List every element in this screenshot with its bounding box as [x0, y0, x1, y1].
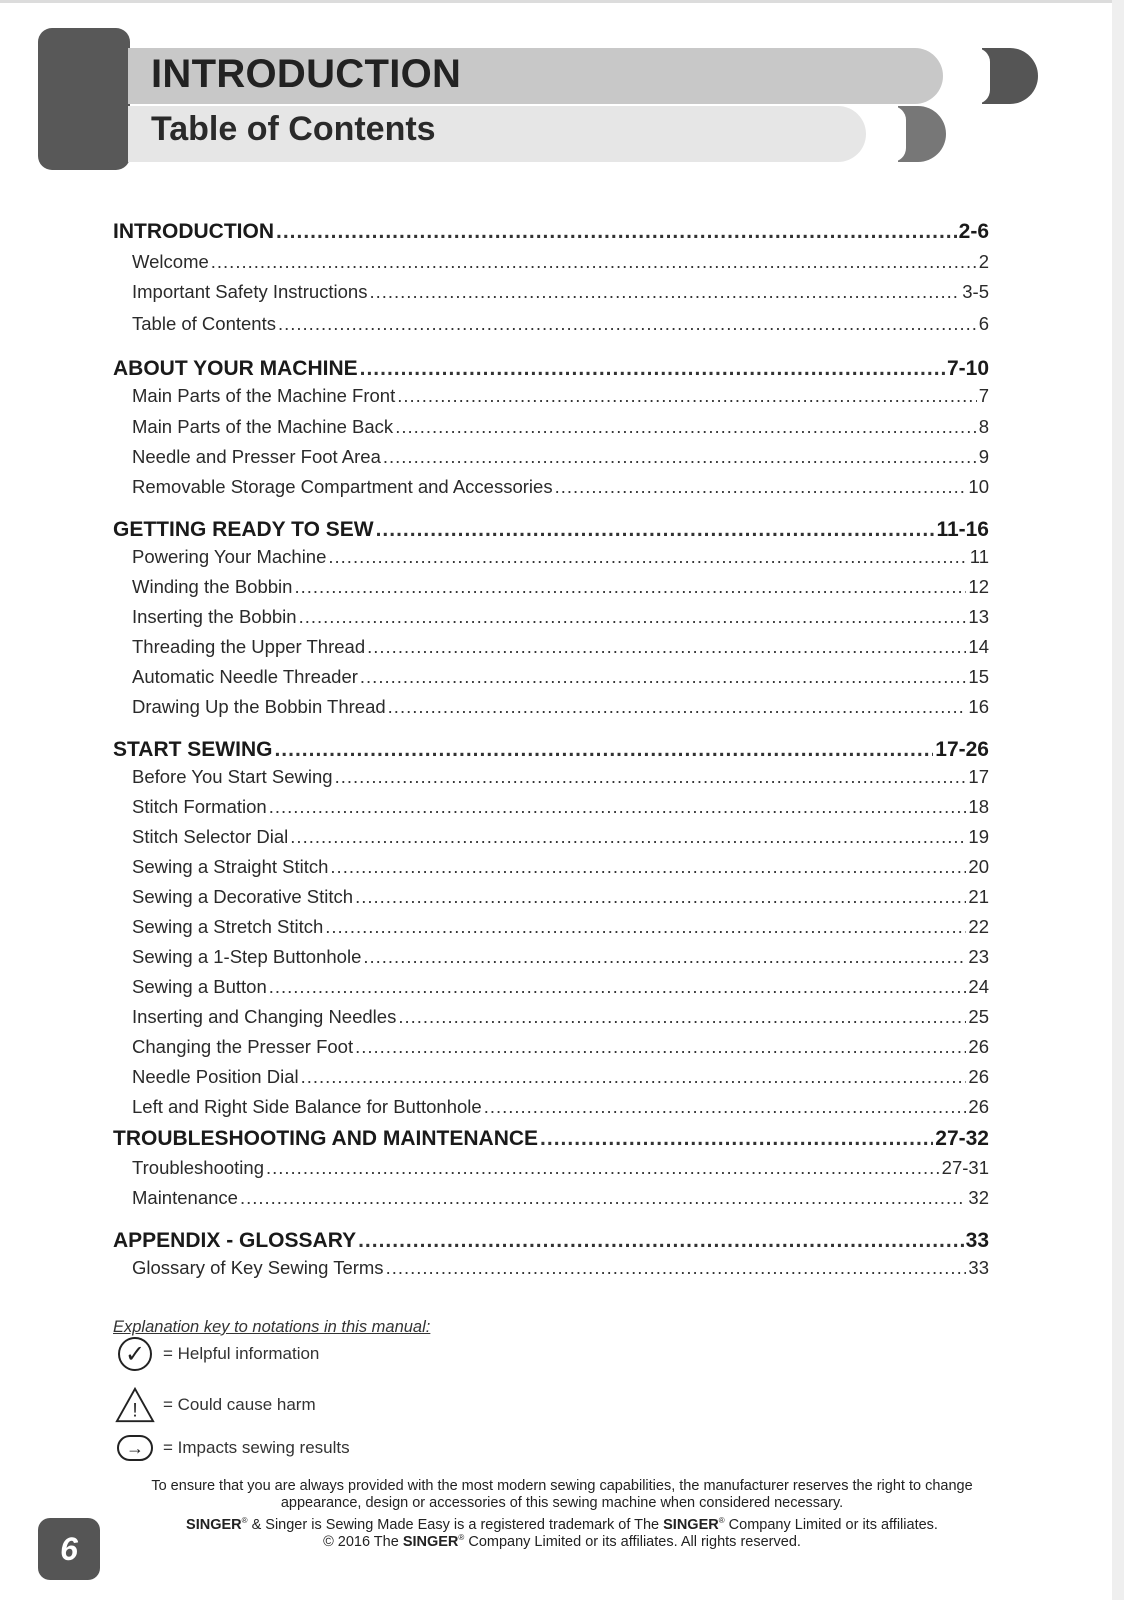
toc-section: [113, 518, 989, 542]
toc-entry: [113, 916, 989, 938]
toc-page-number: 20: [968, 856, 989, 877]
toc-leader-dots: [388, 696, 967, 718]
key-helpful: [115, 1334, 319, 1374]
toc-page-number: 27-32: [935, 1127, 989, 1150]
toc-leader-dots: [330, 856, 966, 878]
toc-label: Left and Right Side Balance for Buttonhole: [132, 1096, 482, 1117]
toc-leader-dots: [358, 1229, 964, 1253]
toc-page-number: 21: [968, 886, 989, 907]
toc-label: Main Parts of the Machine Front: [132, 385, 396, 406]
footer-copyright: © 2016 The SINGER® Company Limited or its affiliates. All rights reserved.: [323, 1533, 801, 1550]
toc-leader-dots: [274, 738, 933, 762]
toc-label: TROUBLESHOOTING AND MAINTENANCE: [113, 1127, 539, 1150]
toc-label: Main Parts of the Machine Back: [132, 416, 394, 437]
toc-page-number: 2: [978, 251, 989, 272]
toc-label: Inserting and Changing Needles: [132, 1006, 397, 1027]
toc-label: Sewing a 1-Step Buttonhole: [132, 946, 362, 967]
toc-page-number: 27-31: [941, 1157, 989, 1178]
toc-leader-dots: [328, 546, 967, 568]
toc-page-number: 16: [968, 696, 989, 717]
toc-page-number: 13: [968, 606, 989, 627]
toc-label: Sewing a Stretch Stitch: [132, 916, 324, 937]
page-edge: [1112, 0, 1124, 1600]
toc-entry: [113, 666, 989, 688]
toc-entry: [113, 1036, 989, 1058]
key-helpful-label: = Helpful information: [163, 1344, 320, 1363]
toc-leader-dots: [325, 916, 966, 938]
toc-page-number: 15: [968, 666, 989, 687]
toc-label: Glossary of Key Sewing Terms: [132, 1257, 384, 1278]
toc-page-number: 14: [968, 636, 989, 657]
header-cap-light: [898, 106, 946, 162]
toc-leader-dots: [301, 1066, 967, 1088]
toc-leader-dots: [395, 416, 977, 438]
toc-section: [113, 1229, 989, 1253]
toc-leader-dots: [386, 1257, 967, 1279]
toc-leader-dots: [369, 281, 960, 303]
toc-leader-dots: [266, 1157, 940, 1179]
top-edge: [0, 0, 1124, 3]
header-cap-dark: [982, 48, 1038, 104]
key-impacts: [115, 1428, 350, 1468]
toc-page-number: 18: [968, 796, 989, 817]
toc-label: Before You Start Sewing: [132, 766, 333, 787]
toc-leader-dots: [540, 1127, 933, 1151]
toc-page-number: 12: [968, 576, 989, 597]
toc-leader-dots: [383, 446, 977, 468]
toc-label: Sewing a Straight Stitch: [132, 856, 329, 877]
toc-entry: [113, 385, 989, 407]
toc-page-number: 23: [968, 946, 989, 967]
toc-leader-dots: [269, 976, 967, 998]
toc-label: Removable Storage Compartment and Accessories: [132, 476, 553, 497]
toc-label: Stitch Formation: [132, 796, 267, 817]
toc-label: Threading the Upper Thread: [132, 636, 366, 657]
toc-page-number: 6: [978, 313, 989, 334]
toc-label: Winding the Bobbin: [132, 576, 293, 597]
header-tab-block: [38, 28, 130, 170]
toc-label: Troubleshooting: [132, 1157, 264, 1178]
toc-leader-dots: [299, 606, 967, 628]
toc-label: Welcome: [132, 251, 209, 272]
toc-leader-dots: [397, 385, 976, 407]
toc-leader-dots: [360, 357, 945, 381]
toc-page-number: 11-16: [936, 518, 989, 541]
toc-page-number: 26: [968, 1036, 989, 1057]
toc-entry: [113, 1157, 989, 1179]
toc-page-number: 22: [968, 916, 989, 937]
toc-leader-dots: [278, 313, 977, 335]
toc-entry: [113, 416, 989, 438]
toc-page-number: 10: [968, 476, 989, 497]
toc-entry: [113, 576, 989, 598]
toc-entry: [113, 606, 989, 628]
page-subtitle: Table of Contents: [151, 110, 436, 148]
toc-page-number: 8: [978, 416, 989, 437]
toc-entry: [113, 251, 989, 273]
toc-entry: [113, 946, 989, 968]
toc-entry: [113, 796, 989, 818]
footer-notice-2: appearance, design or accessories of this sewing machine when considered necessary.: [280, 1495, 844, 1511]
toc-entry: [113, 1006, 989, 1028]
page-title: INTRODUCTION: [151, 52, 462, 96]
toc-label: Needle Position Dial: [132, 1066, 299, 1087]
toc-entry: [113, 886, 989, 908]
toc-leader-dots: [355, 1036, 966, 1058]
toc-page-number: 24: [968, 976, 989, 997]
toc-page-number: 33: [968, 1257, 989, 1278]
toc-label: Maintenance: [132, 1187, 238, 1208]
footer-trademark: SINGER® & Singer is Sewing Made Easy is a registered trademark of The SINGER® Company Limited or its affiliates.: [186, 1516, 938, 1533]
toc-page-number: 25: [968, 1006, 989, 1027]
toc-label: Automatic Needle Threader: [132, 666, 358, 687]
toc-page-number: 9: [978, 446, 989, 467]
toc-label: Changing the Presser Foot: [132, 1036, 354, 1057]
toc-leader-dots: [360, 666, 967, 688]
footer-notice-1: To ensure that you are always provided with the most modern sewing capabilities, the manufacturer reserves the right to change: [151, 1478, 973, 1494]
toc-page-number: 17-26: [935, 738, 989, 761]
toc-leader-dots: [355, 886, 966, 908]
toc-label: Stitch Selector Dial: [132, 826, 289, 847]
toc-entry: [113, 1066, 989, 1088]
toc-label: ABOUT YOUR MACHINE: [113, 357, 358, 380]
toc-label: Drawing Up the Bobbin Thread: [132, 696, 386, 717]
toc-section: [113, 1127, 989, 1151]
toc-entry: [113, 696, 989, 718]
toc-entry: [113, 636, 989, 658]
toc-label: Sewing a Decorative Stitch: [132, 886, 354, 907]
key-title: Explanation key to notations in this manual:: [113, 1318, 431, 1336]
toc-entry: [113, 856, 989, 878]
toc-leader-dots: [290, 826, 966, 848]
toc-leader-dots: [240, 1187, 966, 1209]
toc-page-number: 3-5: [962, 281, 989, 302]
toc-entry: [113, 1257, 989, 1279]
check-circle-icon: ✓: [118, 1337, 152, 1371]
toc-page-number: 26: [968, 1096, 989, 1117]
toc-label: Needle and Presser Foot Area: [132, 446, 381, 467]
svg-text:!: !: [132, 1400, 138, 1422]
toc-label: APPENDIX - GLOSSARY: [113, 1229, 357, 1252]
toc-leader-dots: [363, 946, 966, 968]
toc-leader-dots: [211, 251, 977, 273]
toc-entry: [113, 546, 989, 568]
toc-page-number: 2-6: [958, 220, 989, 243]
key-impacts-label: = Impacts sewing results: [163, 1438, 350, 1457]
toc-section: [113, 738, 989, 762]
toc-entry: [113, 281, 989, 303]
toc-leader-dots: [269, 796, 967, 818]
toc-entry: [113, 313, 989, 335]
toc-page-number: 7-10: [946, 357, 989, 380]
toc-entry: [113, 1187, 989, 1209]
page-number-badge: 6: [38, 1518, 100, 1580]
toc-page-number: 19: [968, 826, 989, 847]
warning-triangle-icon: [115, 1386, 155, 1424]
toc-label: Powering Your Machine: [132, 546, 327, 567]
toc-entry: [113, 446, 989, 468]
toc-label: Important Safety Instructions: [132, 281, 368, 302]
toc-leader-dots: [484, 1096, 967, 1118]
toc-page-number: 17: [968, 766, 989, 787]
toc-entry: [113, 1096, 989, 1118]
toc-label: START SEWING: [113, 738, 273, 761]
toc-leader-dots: [276, 220, 957, 244]
key-harm-label: = Could cause harm: [163, 1395, 316, 1414]
toc-page-number: 32: [968, 1187, 989, 1208]
toc-leader-dots: [398, 1006, 966, 1028]
key-harm: [115, 1385, 316, 1425]
toc-label: Inserting the Bobbin: [132, 606, 297, 627]
toc-leader-dots: [367, 636, 966, 658]
toc-page-number: 11: [969, 546, 989, 567]
toc-page-number: 33: [965, 1229, 989, 1252]
toc-label: GETTING READY TO SEW: [113, 518, 374, 541]
toc-entry: [113, 826, 989, 848]
toc-leader-dots: [555, 476, 967, 498]
toc-section: [113, 357, 989, 381]
toc-leader-dots: [335, 766, 967, 788]
toc-entry: [113, 476, 989, 498]
toc-label: Sewing a Button: [132, 976, 267, 997]
toc-label: Table of Contents: [132, 313, 276, 334]
toc-leader-dots: [376, 518, 935, 542]
toc-label: INTRODUCTION: [113, 220, 274, 243]
toc-entry: [113, 976, 989, 998]
toc-page-number: 7: [978, 385, 989, 406]
arrow-right-icon: →: [117, 1435, 153, 1461]
toc-entry: [113, 766, 989, 788]
toc-page-number: 26: [968, 1066, 989, 1087]
toc-section: [113, 220, 989, 244]
toc-leader-dots: [294, 576, 966, 598]
